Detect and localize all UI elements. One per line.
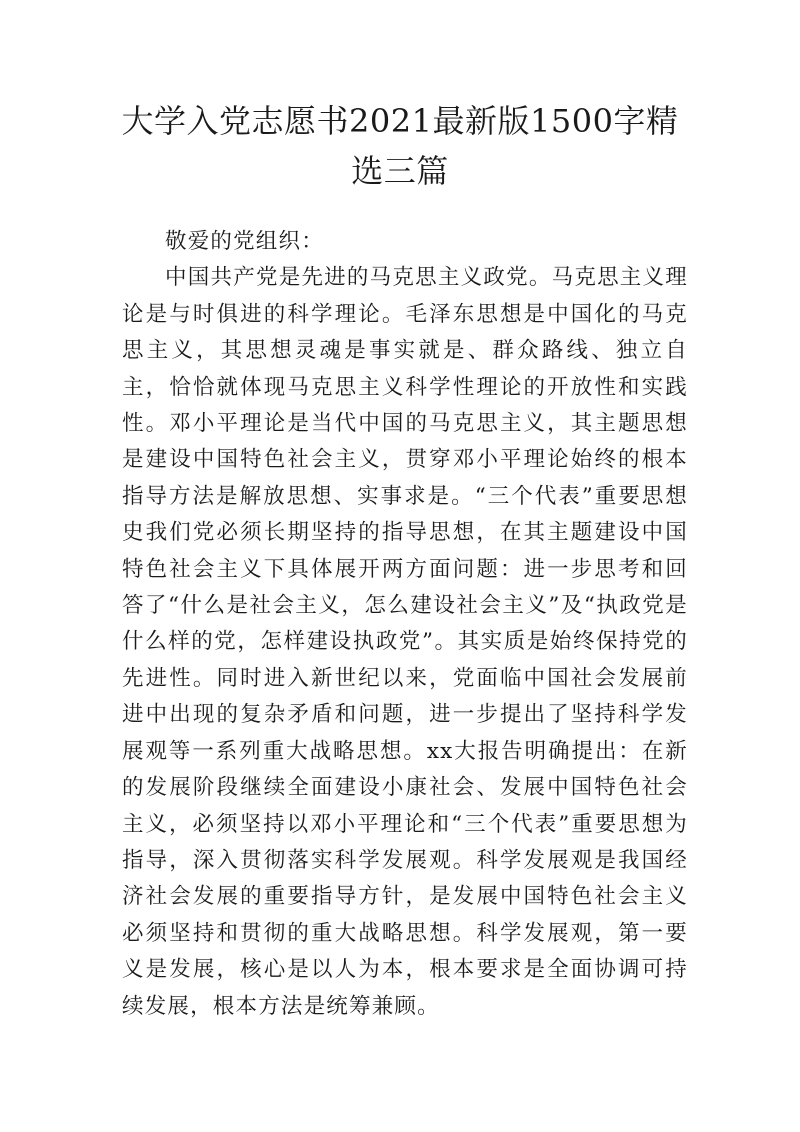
body-paragraph: 中国共产党是先进的马克思主义政党。马克思主义理论是与时俱进的科学理论。毛泽东思想是中国化的马克思主义，其思想灵魂是事实就是、群众路线、独立自主，恰恰就体现马克思主义科学性理论的开放性和实践性。邓小平理论是当代中国的马克思主义，其主题思想是建设中国特色社会主义，贯穿邓小平理论始终的根本指导方法是解放思想、实事求是。“三个代表”重要思想史我们党必须长期坚持的指导思想，在其主题建设中国特色社会主义下具体展开两方面问题：进一步思考和回答了“什么是社会主义，怎么建设社会主义”及“执政党是什么样的党，怎样建设执政党”。其实质是始终保持党的先进性。同时进入新世纪以来，党面临中国社会发展前进中出现的复杂矛盾和问题，进一步提出了坚持科学发展观等一系列重大战略思想。xx大报告明确提出：在新的发展阶段继续全面建设小康社会、发展中国特色社会主义，必须坚持以邓小平理论和“三个代表”重要思想为指导，深入贯彻落实科学发展观。科学发展观是我国经济社会发展的重要指导方针，是发展中国特色社会主义必须坚持和贯彻的重大战略思想。科学发展观，第一要义是发展，核心是以人为本，根本要求是全面协调可持续发展，根本方法是统筹兼顾。 bbox=[122, 265, 688, 1019]
document-body bbox=[122, 224, 688, 1025]
document-title: 大学入党志愿书2021最新版1500字精选三篇 bbox=[121, 102, 679, 190]
salutation: 敬爱的党组织： bbox=[165, 229, 324, 254]
